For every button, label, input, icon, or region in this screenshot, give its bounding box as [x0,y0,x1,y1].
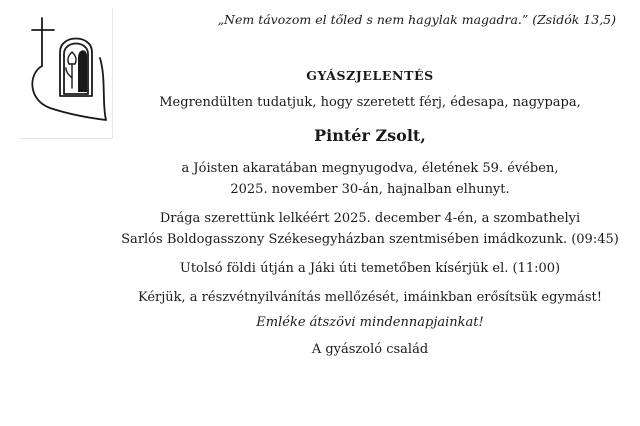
family-signature: A gyászoló család [311,342,429,357]
mass-text-line-2: Sarlós Boldogasszony Székesegyházban szentmisében imádkozunk. (09:45) [121,232,619,247]
burial-text: Utolsó földi útján a Jáki úti temetőben kísérjük el. (11:00) [179,261,561,276]
request-text: Kérjük, a részvétnyilvánítás mellőzését, imáinkban erősítsük egymást! [137,290,602,305]
emblem [20,8,113,139]
death-text-line-1: a Jóisten akaratában megnyugodva, életének 59. évében, [181,161,559,176]
cross-heart-window-icon [20,8,112,138]
motto-text: Emléke átszövi mindennapjainkat! [256,315,484,330]
notice-title: GYÁSZJELENTÉS [306,68,434,83]
death-text-line-2: 2025. november 30-án, hajnalban elhunyt. [230,182,510,197]
intro-text: Megrendülten tudatjuk, hogy szeretett férj, édesapa, nagypapa, [159,95,581,110]
deceased-name: Pintér Zsolt, [314,126,426,145]
mass-text-line-1: Drága szerettünk lelkéért 2025. december 4-én, a szombathelyi [159,211,581,226]
bible-quote: „Nem távozom el tőled s nem hagylak magadra.” (Zsidók 13,5) [217,12,616,27]
